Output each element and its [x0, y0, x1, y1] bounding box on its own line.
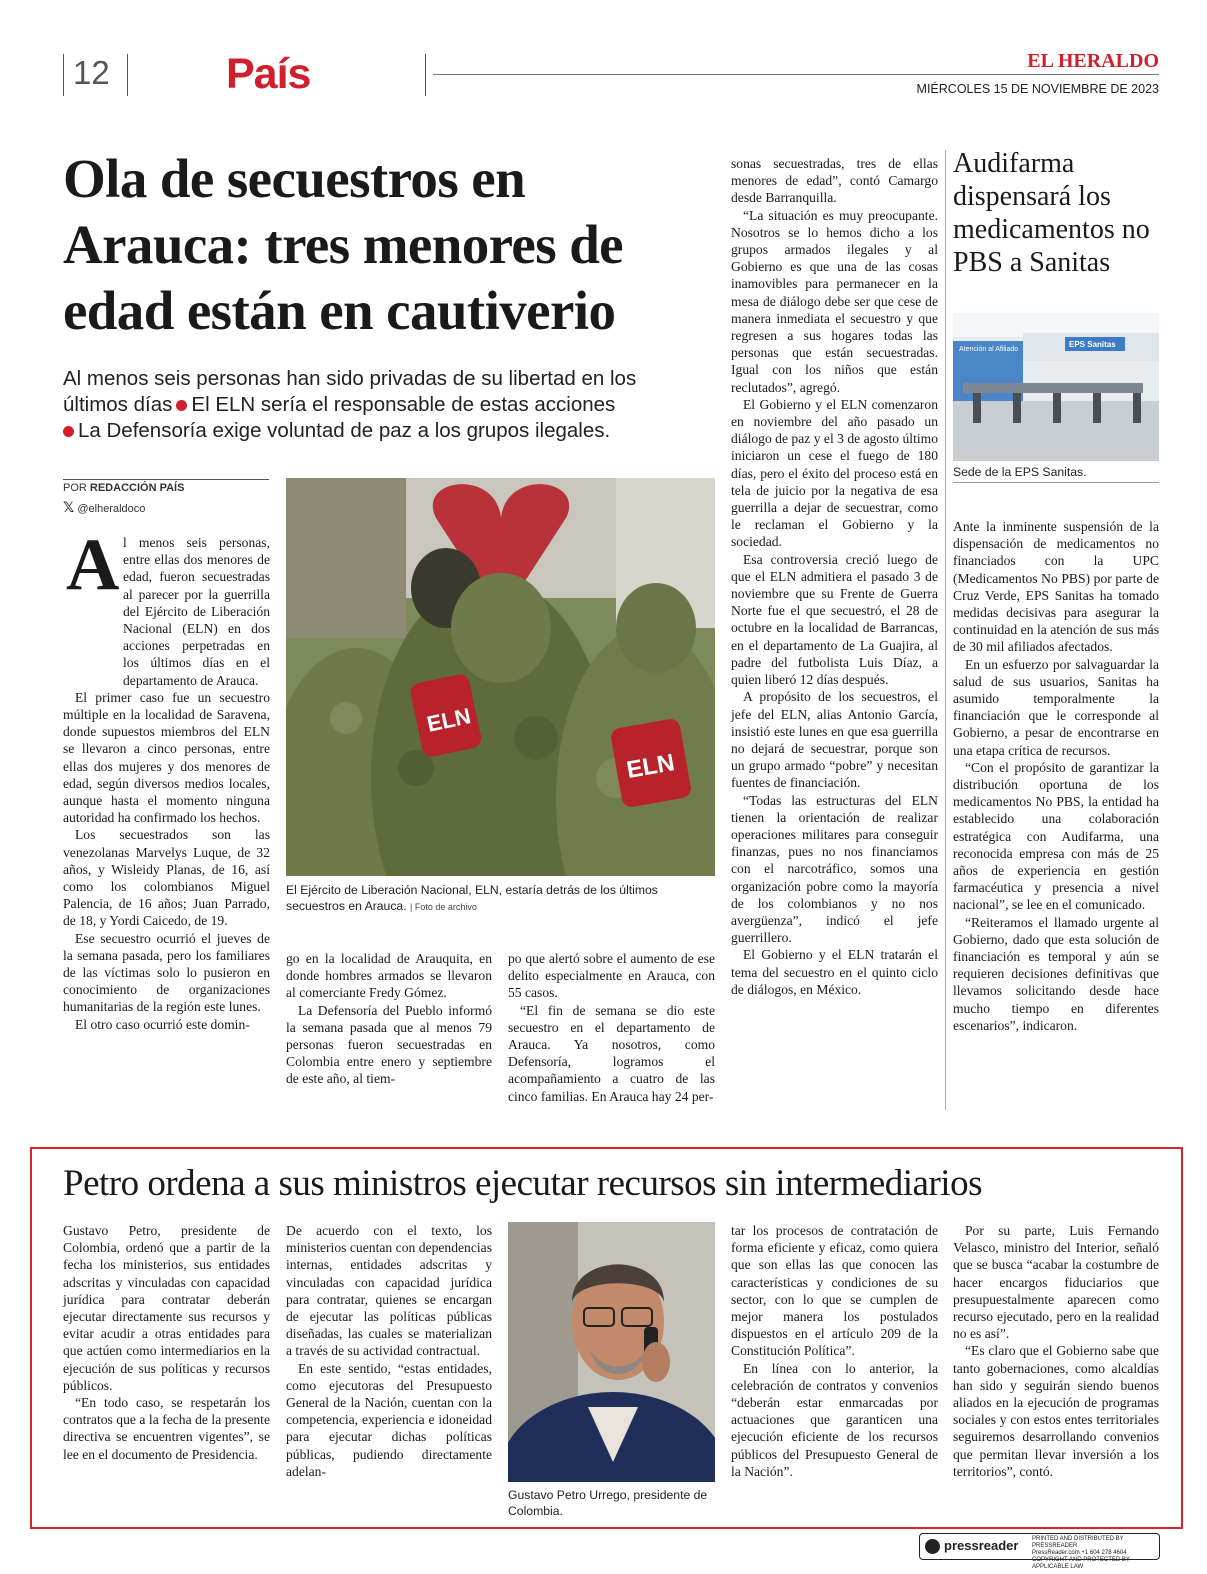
page-number: 12: [73, 54, 110, 91]
paragraph: En línea con lo anterior, la celebración de contratos y convenios “deberán estar enmarcadas por actuaciones que garanticen una ejecución eficiente de los recursos públicos del Presupuesto General de la Nación”.: [731, 1360, 938, 1479]
paragraph: El Gobierno y el ELN tratarán el tema del secuestro en el quinto ciclo de diálogos, en México.: [731, 947, 938, 997]
sanitas-photo: [953, 313, 1159, 461]
paragraph: El primer caso fue un secuestro múltiple en la localidad de Saravena, donde supuestos miembros del ELN se llevaron a cinco personas, entre ellas dos mujeres y dos menores de edad, según diversos medios locales, aunque hasta el momento ninguna autoridad ha confirmado los hechos.: [63, 689, 270, 826]
legal-line: PressReader.com +1 604 278 4604: [1032, 1550, 1127, 1556]
x-logo-icon: 𝕏: [63, 499, 75, 515]
main-story-col4: [731, 155, 938, 998]
header-divider: [63, 54, 64, 96]
paragraph: Gustavo Petro, presidente de Colombia, ordenó que a partir de la fecha los ministerios, sus entidades adscritas y vinculadas con capacidad jurídica para contratar deberán ejecutar directamente sus recursos y evitar acudir a otras entidades para que actúen como intermediarios en la ejecución de sus políticas y recursos públicos.: [63, 1223, 270, 1393]
side-photo-caption: Sede de la EPS Sanitas.: [953, 465, 1087, 479]
side-story-body: [953, 518, 1159, 1034]
column-divider: [945, 150, 946, 1110]
deck-line: La Defensoría exige voluntad de paz a los grupos ilegales.: [78, 419, 611, 442]
social-handle: @elheraldoco: [77, 503, 146, 515]
paragraph: A propósito de los secuestros, el jefe del ELN, alias Antonio García, insistió este lunes en que esa guerrilla no dejará de secuestrar, porque son un grupo armado “pobre” y necesitan fuentes de financiación.: [731, 689, 938, 791]
paragraph: “Es claro que el Gobierno sabe que tanto gobernaciones, como alcaldías han sido y seguirán siendo buenos aliados en la ejecución de programas sociales y con estos entes territoriales seguiremos desarrollando convenios que permitan llevar inversión a los territorios”, contó.: [953, 1343, 1159, 1479]
paragraph: Ese secuestro ocurrió el jueves de la semana pasada, pero los familiares de las víctimas solo lo pusieron en conocimiento de organizaciones humanitarias de la región este lunes.: [63, 930, 270, 1015]
paragraph: Ante la inminente suspensión de la dispensación de medicamentos no financiados con la UPC (Medicamentos No PBS) por parte de Cruz Verde, EPS Sanitas ha tomado medidas decisivas para asegurar la continuidad en la atención de sus más de 30 mil afiliados afectados.: [953, 519, 1159, 655]
paragraph: sonas secuestradas, tres de ellas menores de edad”, contó Camargo desde Barranquilla.: [731, 156, 938, 206]
main-story-col2: [286, 950, 492, 1088]
main-photo-caption: El Ejército de Liberación Nacional, ELN, estaría detrás de los últimos secuestros en Arauca. | Foto de archivo: [286, 883, 658, 913]
paragraph: “Reiteramos el llamado urgente al Gobierno, dado que esta solución de financiación es temporal y aún se requieren decisiones definitivas que llevamos solicitando desde hace mucho tiempo en diferentes escenarios”, indicaron.: [953, 914, 1159, 1033]
deck-line: El ELN sería el responsable de estas acciones: [191, 393, 616, 416]
photo-sign-text: Atención al Afiliado: [959, 346, 1019, 353]
paragraph: l menos seis personas, entre ellas dos menores de edad, fueron secuestradas al parecer por la guerrilla del Ejército de Liberación Nacional (ELN) en dos acciones perpetradas en los últimos días en el departamento de Arauca.: [123, 535, 270, 688]
paragraph: Esa controversia creció luego de que el ELN admitiera el pasado 3 de noviembre que su Frente de Guerra Norte fue el que secuestró, el 28 de octubre en la localidad de Barrancas, en el departamento de La Guajira, al padre del futbolista Luis Díaz, a quien liberó 12 días después.: [731, 551, 938, 688]
bottom-story-col1: [63, 1222, 270, 1463]
bottom-headline: Petro ordena a sus ministros ejecutar recursos sin intermediarios: [63, 1163, 982, 1204]
header-rule: [433, 74, 1159, 75]
pressreader-badge[interactable]: [919, 1533, 1160, 1570]
paragraph: El Gobierno y el ELN comenzaron en noviembre del año pasado un diálogo de paz y el 3 de agosto último iniciaron un cese el fuego de 180 días, pero el éxito del proceso está en tela de juicio por la negativa de esa guerrilla a dejar de secuestrar, como le reclaman el Gobierno y la sociedad.: [731, 396, 938, 550]
pressreader-brand: pressreader: [944, 1538, 1019, 1553]
photo-patch-text: ELN: [624, 749, 677, 785]
pressreader-legal: [1032, 1536, 1159, 1571]
photo-sign-text: EPS Sanitas: [1069, 340, 1116, 349]
side-headline: Audifarma dispensará los medicamentos no PBS a Sanitas: [953, 148, 1150, 278]
header-divider: [127, 54, 128, 96]
paragraph: De acuerdo con el texto, los ministerios cuentan con dependencias internas, entidades adscritas y vinculadas con capacidad jurídica para contratar, quienes se encargan de ejecutar las políticas públicas diseñadas, las cuales se materializan a través de su actividad contractual.: [286, 1223, 492, 1359]
paragraph: Por su parte, Luis Fernando Velasco, ministro del Interior, señaló que se busca “acabar la costumbre de hacer encargos fiduciarios que presupuestalmente aparecen como recurso ejecutado, pero en la realidad no es así”.: [953, 1223, 1159, 1342]
bottom-story-col3: [731, 1222, 938, 1480]
paragraph: “Todas las estructuras del ELN tienen la orientación de realizar operaciones militares para conseguir finanzas, pues no nos financiamos con el narcotráfico, somos una organización pobre como la mayoría de los colombianos y no nos avergüenza”, indicó el jefe guerrillero.: [731, 792, 938, 946]
bottom-story-col4: [953, 1222, 1159, 1480]
byline-social: [63, 499, 145, 516]
paragraph: go en la localidad de Arauquita, en donde hombres armados se llevaron al comerciante Fredy Gómez.: [286, 951, 492, 1001]
headline-line: Ola de secuestros en: [63, 148, 526, 209]
paragraph: tar los procesos de contratación de forma eficiente y eficaz, como quiera que son ellas las que conocen las características y condiciones de su sector, con lo que se cumplen de mejor manera los postulados dispuestos en el artículo 209 de la Constitución Política”.: [731, 1223, 938, 1359]
byline-rule: [63, 479, 269, 480]
eln-photo: [286, 478, 715, 876]
main-deck: [63, 366, 723, 444]
bullet-dot-icon: [176, 400, 187, 411]
paragraph: po que alertó sobre el aumento de ese delito especialmente en Arauca, con 55 casos.: [508, 951, 715, 1001]
paragraph: “El fin de semana se dio este secuestro en el departamento de Arauca. Ya nosotros, como Defensoría, logramos el acompañamiento a cuatro de las cinco familias. En Arauca hay 24 per-: [508, 1002, 715, 1104]
portrait-image: [508, 1222, 715, 1482]
paragraph: La Defensoría del Pueblo informó la semana pasada que al menos 79 personas fueron secuestradas en Colombia entre enero y septiembre de este año, al tiem-: [286, 1002, 492, 1087]
section-title: País: [226, 50, 311, 98]
office-image: [953, 313, 1159, 461]
petro-photo: [508, 1222, 715, 1482]
paragraph: “En todo caso, se respetarán los contratos que a la fecha de la presente directiva se encuentren vigentes”, se lee en el documento de Presidencia.: [63, 1395, 270, 1462]
bottom-photo-caption: Gustavo Petro Urrego, presidente de Colombia.: [508, 1488, 708, 1518]
paragraph: El otro caso ocurrió este domin-: [75, 1016, 250, 1032]
headline-line: edad están en cautiverio: [63, 280, 616, 341]
main-story-col1: [63, 534, 270, 1033]
byline-por: POR: [63, 482, 87, 494]
deck-line: últimos días: [63, 393, 173, 416]
caption-rule: [953, 482, 1159, 483]
caption-text: El Ejército de Liberación Nacional, ELN, estaría detrás de los últimos secuestros en Arauca.: [286, 883, 658, 913]
pressreader-logo-icon: [925, 1539, 940, 1554]
paragraph: En este sentido, “estas entidades, como ejecutoras del Presupuesto General de la Nación, cuentan con la competencia, experiencia e idoneidad para ejecutar dichas políticas públicas, pudiendo directamente adelan-: [286, 1360, 492, 1479]
masthead-logo: EL HERALDO: [1027, 50, 1159, 72]
byline: [63, 482, 184, 494]
paragraph: “Con el propósito de garantizar la distribución oportuna de los medicamentos No PBS, la entidad ha establecido una colaboración estratégica con Audifarma, una reconocida empresa con más de 25 años de experiencia en gestión farmacéutica y presencia a nivel nacional”, se lee en el comunicado.: [953, 759, 1159, 913]
main-headline: [63, 146, 713, 344]
legal-line: COPYRIGHT AND PROTECTED BY APPLICABLE LAW: [1032, 1557, 1130, 1570]
bottom-story-col2: [286, 1222, 492, 1480]
headline-line: Arauca: tres menores de: [63, 214, 623, 275]
soldiers-image: [286, 478, 715, 876]
header-divider: [425, 54, 426, 96]
drop-cap: A: [66, 524, 120, 606]
paragraph: Los secuestrados son las venezolanas Marvelys Luque, de 32 años, y Wisleidy Planas, de 16, así como los colombianos Miguel Palencia, de 16 años; Juan Parrado, de 18, y Yordi Caicedo, de 19.: [63, 827, 270, 929]
byline-author: REDACCIÓN PAÍS: [89, 482, 185, 494]
paragraph: “La situación es muy preocupante. Nosotros se lo hemos dicho a los grupos armados ilegales y al Gobierno es que una de las cosas inamovibles para permanecer en la mesa de diálogo debe ser que cese de manera inmediata el secuestro y que regresen a sus hogares todas las personas que están secuestradas. Igual con los niños que están reclutados”, agregó.: [731, 207, 938, 395]
photo-patch-text: ELN: [424, 703, 474, 737]
legal-line: PRINTED AND DISTRIBUTED BY PRESSREADER: [1032, 1536, 1124, 1549]
issue-date: MIÉRCOLES 15 DE NOVIEMBRE DE 2023: [916, 82, 1159, 96]
main-story-col3: [508, 950, 715, 1105]
photo-credit: Foto de archivo: [414, 902, 477, 912]
bullet-dot-icon: [63, 426, 74, 437]
paragraph: En un esfuerzo por salvaguardar la salud de sus usuarios, Sanitas ha asumido temporalmente la financiación que le corresponde al Gobierno, a pesar de encontrarse en una etapa crítica de recursos.: [953, 656, 1159, 758]
deck-line: Al menos seis personas han sido privadas de su libertad en los: [63, 367, 637, 390]
